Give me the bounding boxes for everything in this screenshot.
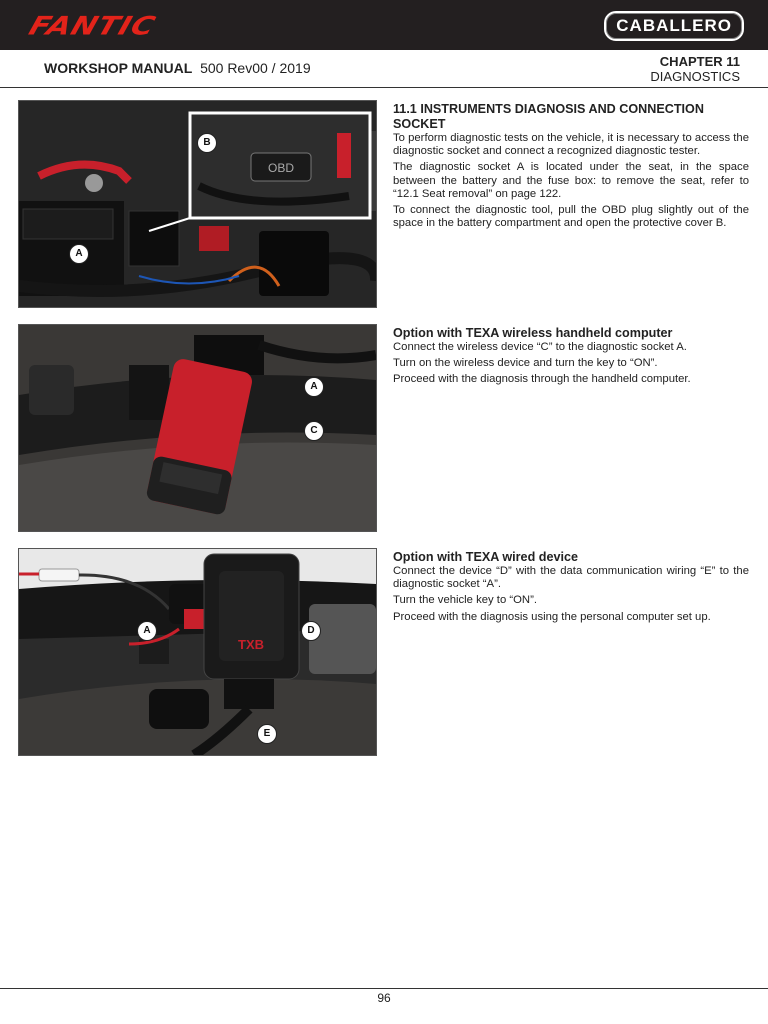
manual-title — [44, 60, 311, 76]
photo-wireless-device — [18, 324, 377, 532]
paragraph: Proceed with the diagnosis through the handheld computer. — [393, 373, 691, 386]
callout-e: E — [257, 724, 277, 744]
section-heading: Option with TEXA wired device — [393, 550, 578, 564]
section-wireless-option — [393, 326, 749, 390]
callout-a: A — [69, 244, 89, 264]
section-wired-option — [393, 550, 749, 627]
paragraph: Proceed with the diagnosis using the personal computer set up. — [393, 610, 711, 623]
paragraph: The diagnostic socket A is located under the seat, in the space between the battery and the fuse box: to remove the seat, refer to “12.1 Seat removal” on page 122. — [393, 161, 749, 200]
page-number: 96 — [377, 991, 391, 1005]
photo-illustration-3 — [19, 549, 376, 755]
callout-c: C — [304, 421, 324, 441]
photo-wired-device — [18, 548, 377, 756]
footer-divider — [0, 988, 768, 989]
callout-a: A — [137, 621, 157, 641]
brand-logo: FANTIC — [25, 11, 160, 42]
chapter-title: DIAGNOSTICS — [650, 69, 740, 84]
chapter-info — [650, 54, 740, 84]
manual-version: 500 Rev00 / 2019 — [200, 60, 311, 76]
callout-a: A — [304, 377, 324, 397]
obd-label: OBD — [267, 161, 295, 175]
photo-illustration-1 — [19, 101, 376, 307]
device-label: TXB — [238, 637, 264, 652]
section-connection-socket — [393, 102, 749, 233]
paragraph: To perform diagnostic tests on the vehicle, it is necessary to access the diagnostic socket and connect a recognized diagnostic tester. — [393, 132, 749, 158]
callout-d: D — [301, 621, 321, 641]
paragraph: To connect the diagnostic tool, pull the OBD plug slightly out of the space in the battery compartment and open the protective cover B. — [393, 204, 749, 230]
paragraph: Connect the device “D” with the data communication wiring “E” to the diagnostic socket “A”. — [393, 565, 749, 591]
paragraph: Turn the vehicle key to “ON”. — [393, 594, 537, 607]
top-bar — [0, 0, 768, 50]
section-heading: 11.1 INSTRUMENTS DIAGNOSIS AND CONNECTION SOCKET — [393, 102, 704, 131]
photo-diagnostic-socket — [18, 100, 377, 308]
paragraph: Turn on the wireless device and turn the key to “ON”. — [393, 357, 658, 370]
callout-b: B — [197, 133, 217, 153]
chapter-number: CHAPTER 11 — [659, 54, 740, 69]
model-badge: CABALLERO — [604, 11, 744, 41]
section-heading: Option with TEXA wireless handheld computer — [393, 326, 673, 340]
paragraph: Connect the wireless device “C” to the diagnostic socket A. — [393, 341, 687, 353]
header-divider — [0, 87, 768, 88]
manual-label: WORKSHOP MANUAL — [44, 60, 193, 76]
